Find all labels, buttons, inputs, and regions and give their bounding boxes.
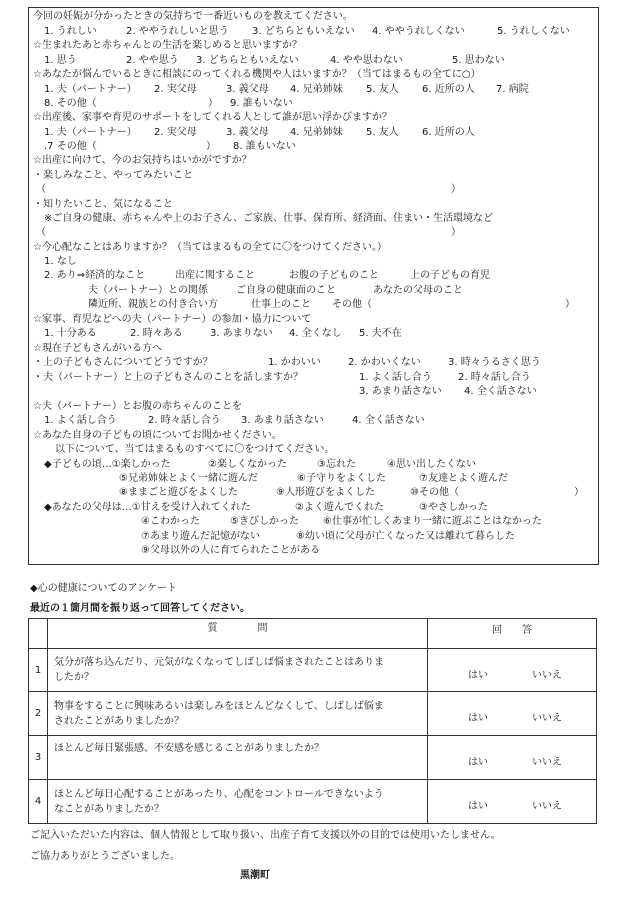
answer-yes[interactable]: はい — [468, 801, 488, 812]
mental-subtitle: 最近の１箇月間を振り返って回答してください。 — [30, 603, 250, 614]
paren-open: （ — [36, 184, 46, 195]
option[interactable]: 3. あまり話さない — [359, 386, 442, 397]
option[interactable]: 1. 思う — [44, 55, 77, 66]
answer-no[interactable]: いいえ — [532, 757, 562, 768]
option[interactable]: あなたの父母のこと — [373, 285, 463, 296]
option[interactable]: 3. 義父母 — [226, 84, 269, 95]
q-children: ☆現在子どもさんがいる方へ — [33, 343, 162, 354]
paren-open: （ — [36, 227, 46, 238]
answer-no[interactable]: いいえ — [532, 713, 562, 724]
option[interactable]: 2. 時々ある — [130, 328, 183, 339]
option[interactable]: 4. 全く話さない — [352, 415, 425, 426]
option[interactable]: 3. 義父母 — [226, 127, 269, 138]
option[interactable]: ③やさしかった — [419, 502, 488, 513]
option[interactable]: ⑦友達とよく遊んだ — [419, 473, 508, 484]
option[interactable]: 1. かわいい — [268, 357, 321, 368]
sub-want-to-know: ・知りたいこと、気になること — [33, 199, 173, 210]
q-support: ☆出産後、家事や育児のサポートをしてくれる人として誰が思い浮かびますか？ — [33, 112, 392, 123]
option[interactable]: ⑦あまり遊んだ記憶がない — [141, 531, 260, 542]
header-answer: 回 答 — [428, 619, 597, 649]
option[interactable]: 1. なし — [44, 256, 77, 267]
option[interactable]: 3. あまりない — [210, 328, 273, 339]
option[interactable]: ⑧ままごと遊びをよくした — [119, 487, 238, 498]
q-pregnancy-feeling: 今回の妊娠が分かったときの気持ちで一番近いものを教えてください。 — [33, 11, 353, 22]
option[interactable]: 7. 病院 — [496, 84, 529, 95]
option[interactable]: ③忘れた — [317, 459, 356, 470]
option[interactable]: 4. 兄弟姉妹 — [290, 127, 343, 138]
option[interactable]: ⑤兄弟姉妹とよく一緒に遊んだ — [119, 473, 258, 484]
option[interactable]: ⑧幼い頃に父母が亡くなった又は離れて暮らした — [296, 531, 515, 542]
option[interactable]: 仕事上のこと — [251, 299, 311, 310]
paren-close: ） — [206, 141, 216, 152]
option[interactable]: 1. うれしい — [44, 26, 97, 37]
q-worries: ☆今心配なことはありますか？（当てはまるもの全てに〇をつけてください。） — [33, 242, 387, 253]
option[interactable]: 1. 十分ある — [44, 328, 97, 339]
question-line: ほとんど毎日心配することがあったり、心配をコントロールできないよう — [54, 788, 384, 800]
question-line: なことがありましたか？ — [54, 803, 164, 815]
paren-close: ） — [451, 227, 461, 238]
answer-cell — [428, 692, 597, 736]
row-number: 1 — [29, 649, 48, 692]
mental-health-table — [28, 618, 597, 824]
row-number: 4 — [29, 780, 48, 824]
option-other[interactable]: その他（ — [332, 299, 372, 310]
option[interactable]: 4. やや思わない — [330, 55, 403, 66]
table-row — [29, 780, 597, 824]
q-life-with-baby: ☆生まれたあと赤ちゃんとの生活を楽しめると思いますか？ — [33, 40, 302, 51]
option[interactable]: 2. 時々話し合う — [148, 415, 221, 426]
option[interactable]: ②楽しくなかった — [208, 459, 287, 470]
sub-looking-forward: ・楽しみなこと、やってみたいこと — [33, 170, 193, 181]
table-row — [29, 736, 597, 780]
row-number: 3 — [29, 736, 48, 780]
option[interactable]: 5. 友人 — [366, 84, 399, 95]
option[interactable]: 2. ややうれしいと思う — [126, 26, 229, 37]
option[interactable]: ⑥子守りをよくした — [297, 473, 386, 484]
sub-talk-partner: ・夫（パートナー）と上の子どもさんのことを話しますか？ — [33, 372, 303, 383]
header-num-cell — [29, 619, 48, 649]
answer-no[interactable]: いいえ — [532, 670, 562, 681]
option[interactable]: 2. かわいくない — [348, 357, 421, 368]
question-line: 気分が落ち込んだり、元気がなくなってしばしば悩まされたことはありま — [54, 657, 384, 668]
option[interactable]: 5. 思わない — [452, 55, 505, 66]
option[interactable]: ⑤きびしかった — [230, 516, 299, 527]
option[interactable]: 5. 友人 — [366, 127, 399, 138]
option[interactable]: 8. 誰もいない — [233, 141, 296, 152]
option[interactable]: 6. 近所の人 — [422, 127, 475, 138]
question-line: ほとんど毎日緊張感、不安感を感じることがありましたか？ — [54, 743, 324, 754]
answer-cell — [428, 649, 597, 692]
q-talk-baby: ☆夫（パートナー）とお腹の赤ちゃんのことを — [33, 401, 242, 412]
option[interactable]: 3. あまり話さない — [241, 415, 324, 426]
option[interactable]: ◆あなたの父母は…①甘えを受け入れてくれた — [44, 502, 251, 513]
option[interactable]: ご自身の健康面のこと — [236, 285, 336, 296]
option[interactable]: 6. 近所の人 — [422, 84, 475, 95]
row-question — [48, 649, 428, 692]
q-childhood: ☆あなた自身の子どもの頃についてお聞かせください。 — [33, 430, 282, 441]
option[interactable]: 2. あり⇒経済的なこと — [44, 270, 146, 281]
option[interactable]: ◆子どもの頃…①楽しかった — [44, 459, 171, 470]
answer-yes[interactable]: はい — [468, 757, 488, 768]
row-number: 2 — [29, 692, 48, 736]
option[interactable]: 隣近所、親族との付き合い方 — [88, 299, 218, 310]
option[interactable]: ④思い出したくない — [387, 459, 476, 470]
option[interactable]: 4. 全くなし — [289, 328, 342, 339]
option[interactable]: 1. よく話し合う — [44, 415, 117, 426]
option[interactable]: 4. 兄弟姉妹 — [290, 84, 343, 95]
option-other[interactable]: 8. その他（ — [44, 98, 97, 109]
option[interactable]: ②よく遊んでくれた — [295, 502, 384, 513]
paren-close: ） — [574, 487, 584, 498]
option[interactable]: 1. 夫（パートナー） — [44, 127, 137, 138]
q-partner-help: ☆家事、育児などへの夫（パートナー）の参加・協力について — [33, 314, 312, 325]
option[interactable]: 9. 誰もいない — [230, 98, 293, 109]
thanks-note: ご協力ありがとうございました。 — [30, 851, 180, 862]
option[interactable]: ⑨父母以外の人に育てられたことがある — [141, 545, 320, 556]
question-line: されたことがありましたか？ — [54, 715, 184, 727]
table-row — [29, 649, 597, 692]
option[interactable]: 3. どちらともいえない — [252, 26, 355, 37]
option[interactable]: 4. 全く話さない — [464, 386, 537, 397]
paren-close: ） — [208, 98, 218, 109]
paren-close: ） — [565, 299, 575, 310]
option[interactable]: 5. 夫不在 — [359, 328, 402, 339]
header-question: 質 問 — [48, 619, 428, 649]
option[interactable]: 3. どちらともいえない — [196, 55, 299, 66]
mental-title: ◆心の健康についてのアンケート — [30, 583, 177, 594]
sub-older-child: ・上の子どもさんについてどうですか？ — [33, 357, 213, 368]
option[interactable]: 4. ややうれしくない — [372, 26, 465, 37]
answer-yes[interactable]: はい — [468, 713, 488, 724]
answer-cell — [428, 736, 597, 780]
table-row — [29, 692, 597, 736]
option[interactable]: 5. うれしくない — [497, 26, 570, 37]
option-other[interactable]: .7 その他（ — [44, 141, 97, 152]
option[interactable]: 1. よく話し合う — [359, 372, 432, 383]
option[interactable]: 3. 時々うるさく思う — [448, 357, 541, 368]
privacy-note: ご記入いただいた内容は、個人情報として取り扱い、出産子育て支援以外の目的では使用いたしません。 — [30, 830, 501, 841]
row-question — [48, 780, 428, 824]
option[interactable]: 夫（パートナー）との関係 — [88, 285, 208, 296]
option-other[interactable]: ⑩その他（ — [410, 487, 459, 498]
option[interactable]: 上の子どもの育児 — [410, 270, 490, 281]
answer-no[interactable]: いいえ — [532, 801, 562, 812]
option[interactable]: 2. 実父母 — [154, 127, 197, 138]
option[interactable]: ⑥仕事が忙しくあまり一緒に遊ぶことはなかった — [323, 516, 542, 527]
paren-close: ） — [451, 184, 461, 195]
note: ※ご自身の健康、赤ちゃんや上のお子さん、ご家族、仕事、保育所、経済面、住まい・生活環境など — [44, 213, 493, 224]
option[interactable]: ⑨人形遊びをよくした — [276, 487, 375, 498]
answer-yes[interactable]: はい — [468, 670, 488, 681]
table-header-row — [29, 619, 597, 649]
q-consultation: ☆あなたが悩んでいるときに相談にのってくれる機関や人はいますか？（当てはまるもの全てに○） — [33, 69, 481, 80]
option[interactable]: 出産に関すること — [175, 270, 255, 281]
question-line: したか？ — [54, 672, 94, 683]
option[interactable]: お腹の子どものこと — [289, 270, 379, 281]
instruction: 以下について、当てはまるものすべてに〇をつけてください。 — [55, 444, 335, 455]
answer-cell — [428, 780, 597, 824]
question-line: 物事をすることに興味あるいは楽しみをほとんどなくして、しばしば悩ま — [54, 700, 384, 712]
option[interactable]: ④こわかった — [141, 516, 200, 527]
town-name: 黒潮町 — [240, 870, 270, 881]
option[interactable]: 2. やや思う — [126, 55, 179, 66]
option[interactable]: 2. 時々話し合う — [458, 372, 531, 383]
option[interactable]: 2. 実父母 — [154, 84, 197, 95]
row-question — [48, 736, 428, 780]
row-question — [48, 692, 428, 736]
option[interactable]: 1. 夫（パートナー） — [44, 84, 137, 95]
q-feelings: ☆出産に向けて、今のお気持ちはいかがですか？ — [33, 155, 252, 166]
